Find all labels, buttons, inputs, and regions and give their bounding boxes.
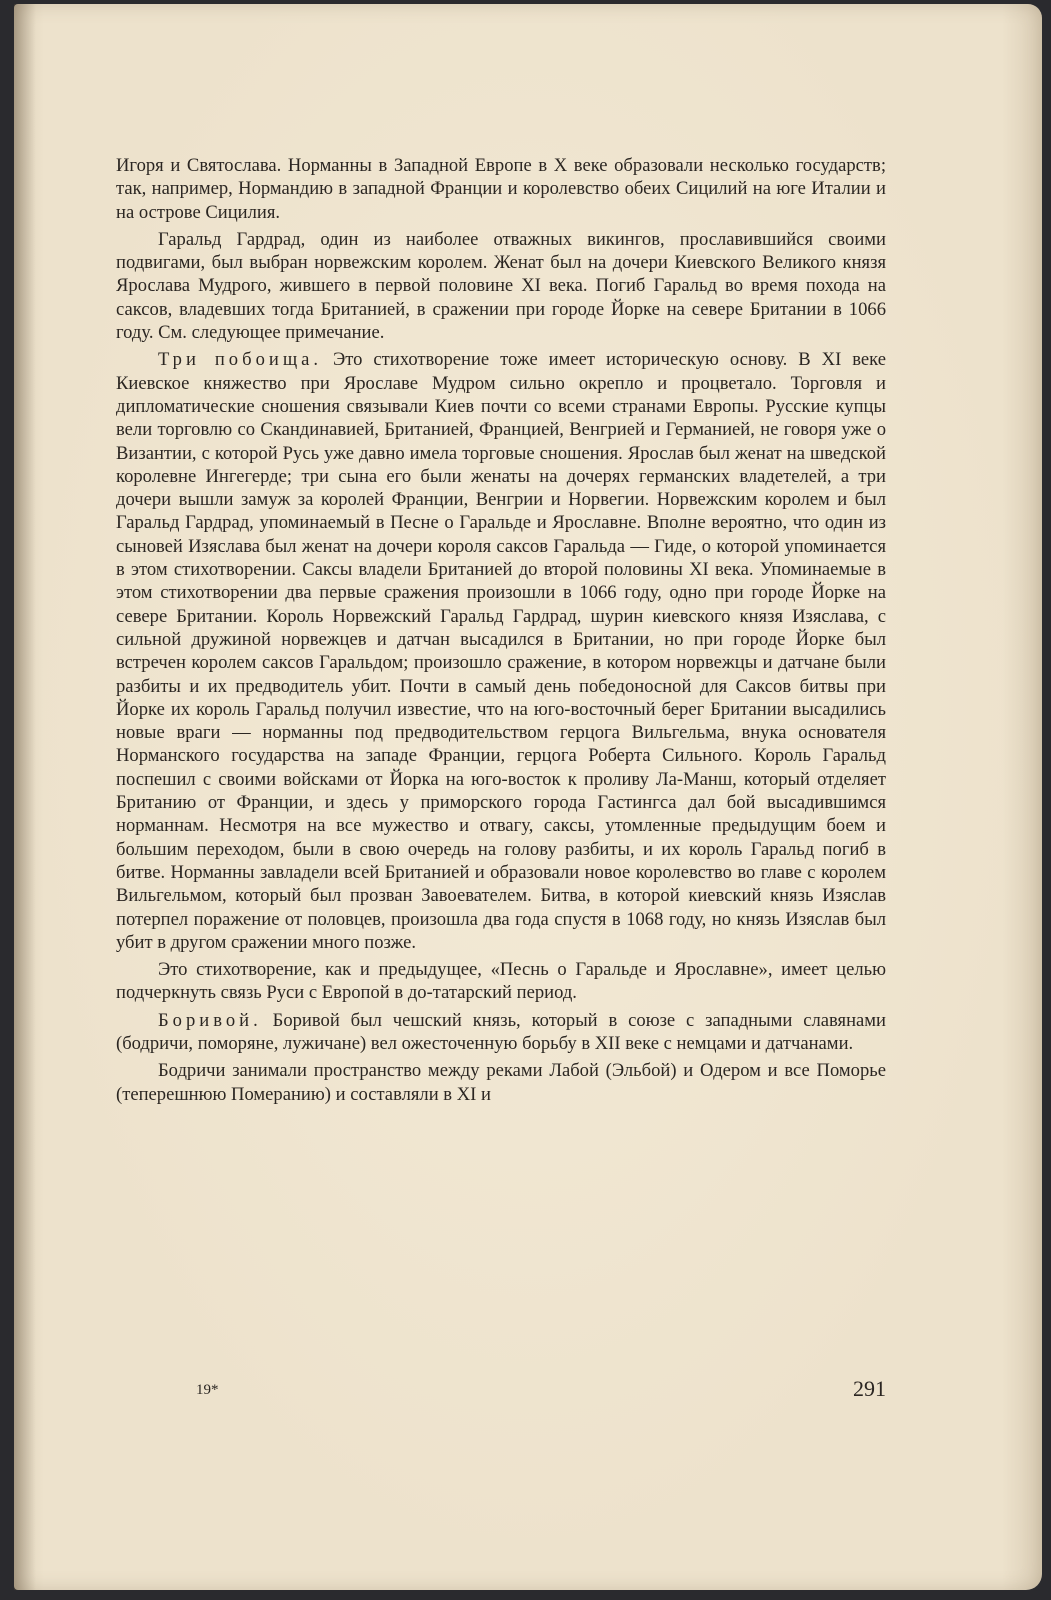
paragraph-text: Это стихотворение, как и предыдущее, «Песнь о Гаральде и Ярославне», имеет целью подчеркнуть связь Руси с Европой в до-татарский период. xyxy=(116,959,886,1004)
paragraph xyxy=(116,154,886,224)
page-footer xyxy=(116,1376,886,1406)
book-page xyxy=(14,4,1042,1590)
signature-mark: 19* xyxy=(196,1382,219,1398)
paragraph-text: Гаральд Гардрад, один из наиболее отважных викингов, прославившийся своими подвигами, был выбран норвежским королем. Женат был на дочери Киевского Великого князя Ярослава Мудрого, жившего в первой половине XI века. Погиб Гаральд во время похода на саксов, владевших тогда Британией, в сражении при городе Йорке на севере Британии в 1066 году. См. следующее примечание. xyxy=(116,228,886,344)
paragraph-text: Бодричи занимали пространство между реками Лабой (Эльбой) и Одером и все Поморье (теперешнюю Померанию) и составляли в XI и xyxy=(116,1060,886,1105)
paragraph-lead: Боривой. xyxy=(158,1009,262,1031)
paragraph-text: Игоря и Святослава. Норманны в Западной Европе в X веке образовали несколько государств; так, например, Нормандию в западной Франции и королевство обеих Сицилий на юге Италии и на острове Сицилия. xyxy=(116,155,886,223)
paragraph xyxy=(116,1059,886,1106)
paragraph xyxy=(116,1009,886,1056)
paragraph-text: Боривой был чешский князь, который в союзе с западными славянами (бодричи, поморяне, лужичане) вел ожесточенную борьбу в XII веке с немцами и датчанами. xyxy=(116,1009,886,1054)
paragraph xyxy=(116,348,886,954)
paragraph xyxy=(116,958,886,1005)
paragraph-text: Это стихотворение тоже имеет историческую основу. В XI веке Киевское княжество при Ярославе Мудром сильно окрепло и процветало. Торговля и дипломатические сношения связывали Киев почти со всеми странами Европы. Русские купцы вели торговлю со Скандинавией, Британией, Францией, Венгрией и Германией, не говоря уже о Византии, с которой Русь уже давно имела торговые сношения. Ярослав был женат на шведской королевне Ингегерде; три сына его были женаты на дочерях германских владетелей, а три дочери вышли замуж за королей Франции, Венгрии и Норвегии. Норвежским королем и был Гаральд Гардрад, упоминаемый в Песне о Гаральде и Ярославне. Вполне вероятно, что один из сыновей Изяслава был женат на дочери короля саксов Гаральда — Гиде, о которой упоминается в этом стихотворении. Саксы владели Британией до второй половины XI века. Упоминаемые в этом стихотворении два первые сражения произошли в 1066 году, одно при городе Йорке на севере Британии. Король Норвежский Гаральд Гардрад, шурин киевского князя Изяслава, с сильной дружиной норвежцев и датчан высадился в Британии, но при городе Йорке был встречен королем саксов Гаральдом; произошло сражение, в котором норвежцы и датчане были разбиты и их предводитель убит. Почти в самый день победоносной для Саксов битвы при Йорке их король Гаральд получил известие, что на юго-восточный берег Британии высадились новые враги — норманны под предводительством герцога Вильгельма, внука основателя Норманского государства на западе Франции, герцога Роберта Сильного. Король Гаральд поспешил с своими войсками от Йорка на юго-восток к проливу Ла-Манш, который отделяет Британию от Франции, и здесь у приморского города Гастингса дал бой высадившимся норманнам. Несмотря на все мужество и отвагу, саксы, утомленные предыдущим боем и большим переходом, были в свою очередь на голову разбиты, и их король Гаральд погиб в битве. Норманны завладели всей Британией и образовали новое королевство во главе с королем Вильгельмом, который был прозван Завоевателем. Битва, в которой киевский князь Изяслав потерпел поражение от половцев, произошла два года спустя в 1068 году, но князь Изяслав был убит в другом сражении много позже. xyxy=(116,349,886,953)
paragraph-lead: Три побоища. xyxy=(158,349,323,371)
page-number: 291 xyxy=(853,1376,886,1401)
paragraph xyxy=(116,228,886,344)
binding-shadow xyxy=(14,4,36,1590)
text-body xyxy=(116,154,886,1110)
